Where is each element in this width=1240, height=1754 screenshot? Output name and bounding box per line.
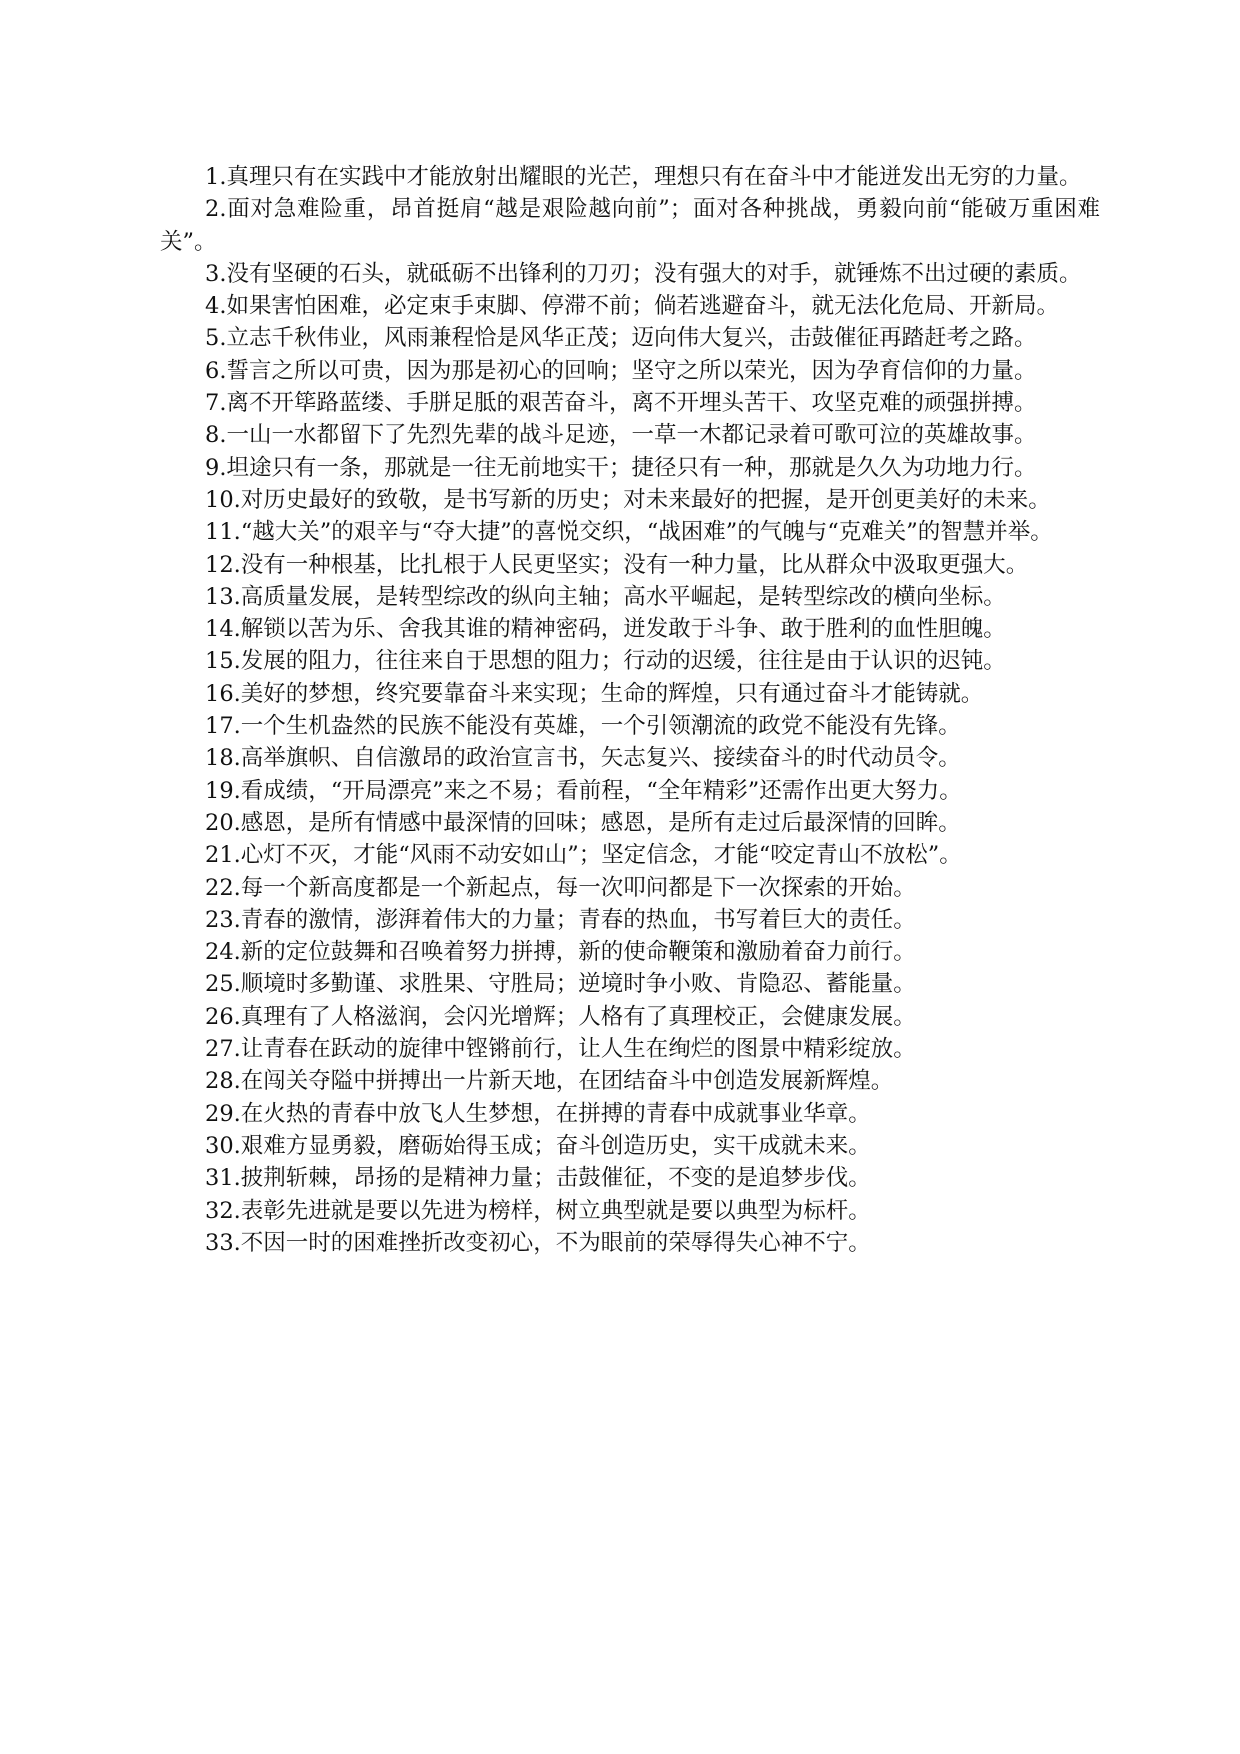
list-item: 5.立志千秋伟业，风雨兼程恰是风华正茂；迈向伟大复兴，击鼓催征再踏赶考之路。: [205, 325, 1037, 352]
list-item: 15.发展的阻力，往往来自于思想的阻力；行动的迟缓，往往是由于认识的迟钝。: [205, 648, 1006, 675]
list-item: 29.在火热的青春中放飞人生梦想，在拼搏的青春中成就事业华章。: [205, 1100, 871, 1127]
list-item: 18.高举旗帜、自信激昂的政治宣言书，矢志复兴、接续奋斗的时代动员令。: [205, 745, 961, 772]
list-item: 33.不因一时的困难挫折改变初心，不为眼前的荣辱得失心神不宁。: [205, 1229, 871, 1256]
list-item: 23.青春的激情，澎湃着伟大的力量；青春的热血，书写着巨大的责任。: [205, 906, 916, 933]
list-item: 19.看成绩，“开局漂亮”来之不易；看前程，“全年精彩”还需作出更大努力。: [205, 777, 962, 804]
list-item: 2.面对急难险重，昂首挺肩“越是艰险越向前”；面对各种挑战，勇毅向前“能破万重困难关”。: [160, 196, 1100, 255]
list-item: 10.对历史最好的致敬，是书写新的历史；对未来最好的把握，是开创更美好的未来。: [205, 486, 1051, 513]
document-body: [160, 161, 1100, 1259]
list-item: 25.顺境时多勤谨、求胜果、守胜局；逆境时争小败、肯隐忍、蓄能量。: [205, 971, 916, 998]
list-item: 30.艰难方显勇毅，磨砺始得玉成；奋斗创造历史，实干成就未来。: [205, 1132, 871, 1159]
list-item: 6.誓言之所以可贵，因为那是初心的回响；坚守之所以荣光，因为孕育信仰的力量。: [205, 357, 1037, 384]
list-item: 8.一山一水都留下了先烈先辈的战斗足迹，一草一木都记录着可歌可泣的英雄故事。: [205, 422, 1037, 449]
list-item: 12.没有一种根基，比扎根于人民更坚实；没有一种力量，比从群众中汲取更强大。: [205, 551, 1029, 578]
list-item: 31.披荆斩棘，昂扬的是精神力量；击鼓催征，不变的是追梦步伐。: [205, 1165, 871, 1192]
list-item: 13.高质量发展，是转型综改的纵向主轴；高水平崛起，是转型综改的横向坐标。: [205, 583, 1006, 610]
list-item: 26.真理有了人格滋润，会闪光增辉；人格有了真理校正，会健康发展。: [205, 1003, 916, 1030]
list-item: 20.感恩，是所有情感中最深情的回味；感恩，是所有走过后最深情的回眸。: [205, 809, 961, 836]
list-item: 14.解锁以苦为乐、舍我其谁的精神密码，迸发敢于斗争、敢于胜利的血性胆魄。: [205, 616, 1006, 643]
list-item: 3.没有坚硬的石头，就砥砺不出锋利的刀刃；没有强大的对手，就锤炼不出过硬的素质。: [205, 260, 1082, 287]
list-item: 24.新的定位鼓舞和召唤着努力拼搏，新的使命鞭策和激励着奋力前行。: [205, 939, 916, 966]
list-item: 9.坦途只有一条，那就是一往无前地实干；捷径只有一种，那就是久久为功地力行。: [205, 454, 1037, 481]
list-item: 27.让青春在跃动的旋律中铿锵前行，让人生在绚烂的图景中精彩绽放。: [205, 1036, 916, 1063]
list-item: 28.在闯关夺隘中拼搏出一片新天地，在团结奋斗中创造发展新辉煌。: [205, 1068, 894, 1095]
list-item: 1.真理只有在实践中才能放射出耀眼的光芒，理想只有在奋斗中才能迸发出无穷的力量。: [205, 164, 1082, 190]
list-item: 4.如果害怕困难，必定束手束脚、停滞不前；倘若逃避奋斗，就无法化危局、开新局。: [205, 293, 1059, 320]
list-item: 17.一个生机盎然的民族不能没有英雄，一个引领潮流的政党不能没有先锋。: [205, 713, 961, 740]
list-item: 7.离不开筚路蓝缕、手胼足胝的艰苦奋斗，离不开埋头苦干、攻坚克难的顽强拼搏。: [205, 390, 1037, 417]
list-item: 22.每一个新高度都是一个新起点，每一次叩问都是下一次探索的开始。: [205, 874, 916, 901]
list-item: 16.美好的梦想，终究要靠奋斗来实现；生命的辉煌，只有通过奋斗才能铸就。: [205, 680, 984, 707]
list-item: 32.表彰先进就是要以先进为榜样，树立典型就是要以典型为标杆。: [205, 1197, 871, 1224]
list-item: 11.“越大关”的艰辛与“夺大捷”的喜悦交织，“战困难”的气魄与“克难关”的智慧并举。: [205, 519, 1053, 546]
list-item: 21.心灯不灭，才能“风雨不动安如山”；坚定信念，才能“咬定青山不放松”。: [205, 842, 962, 869]
